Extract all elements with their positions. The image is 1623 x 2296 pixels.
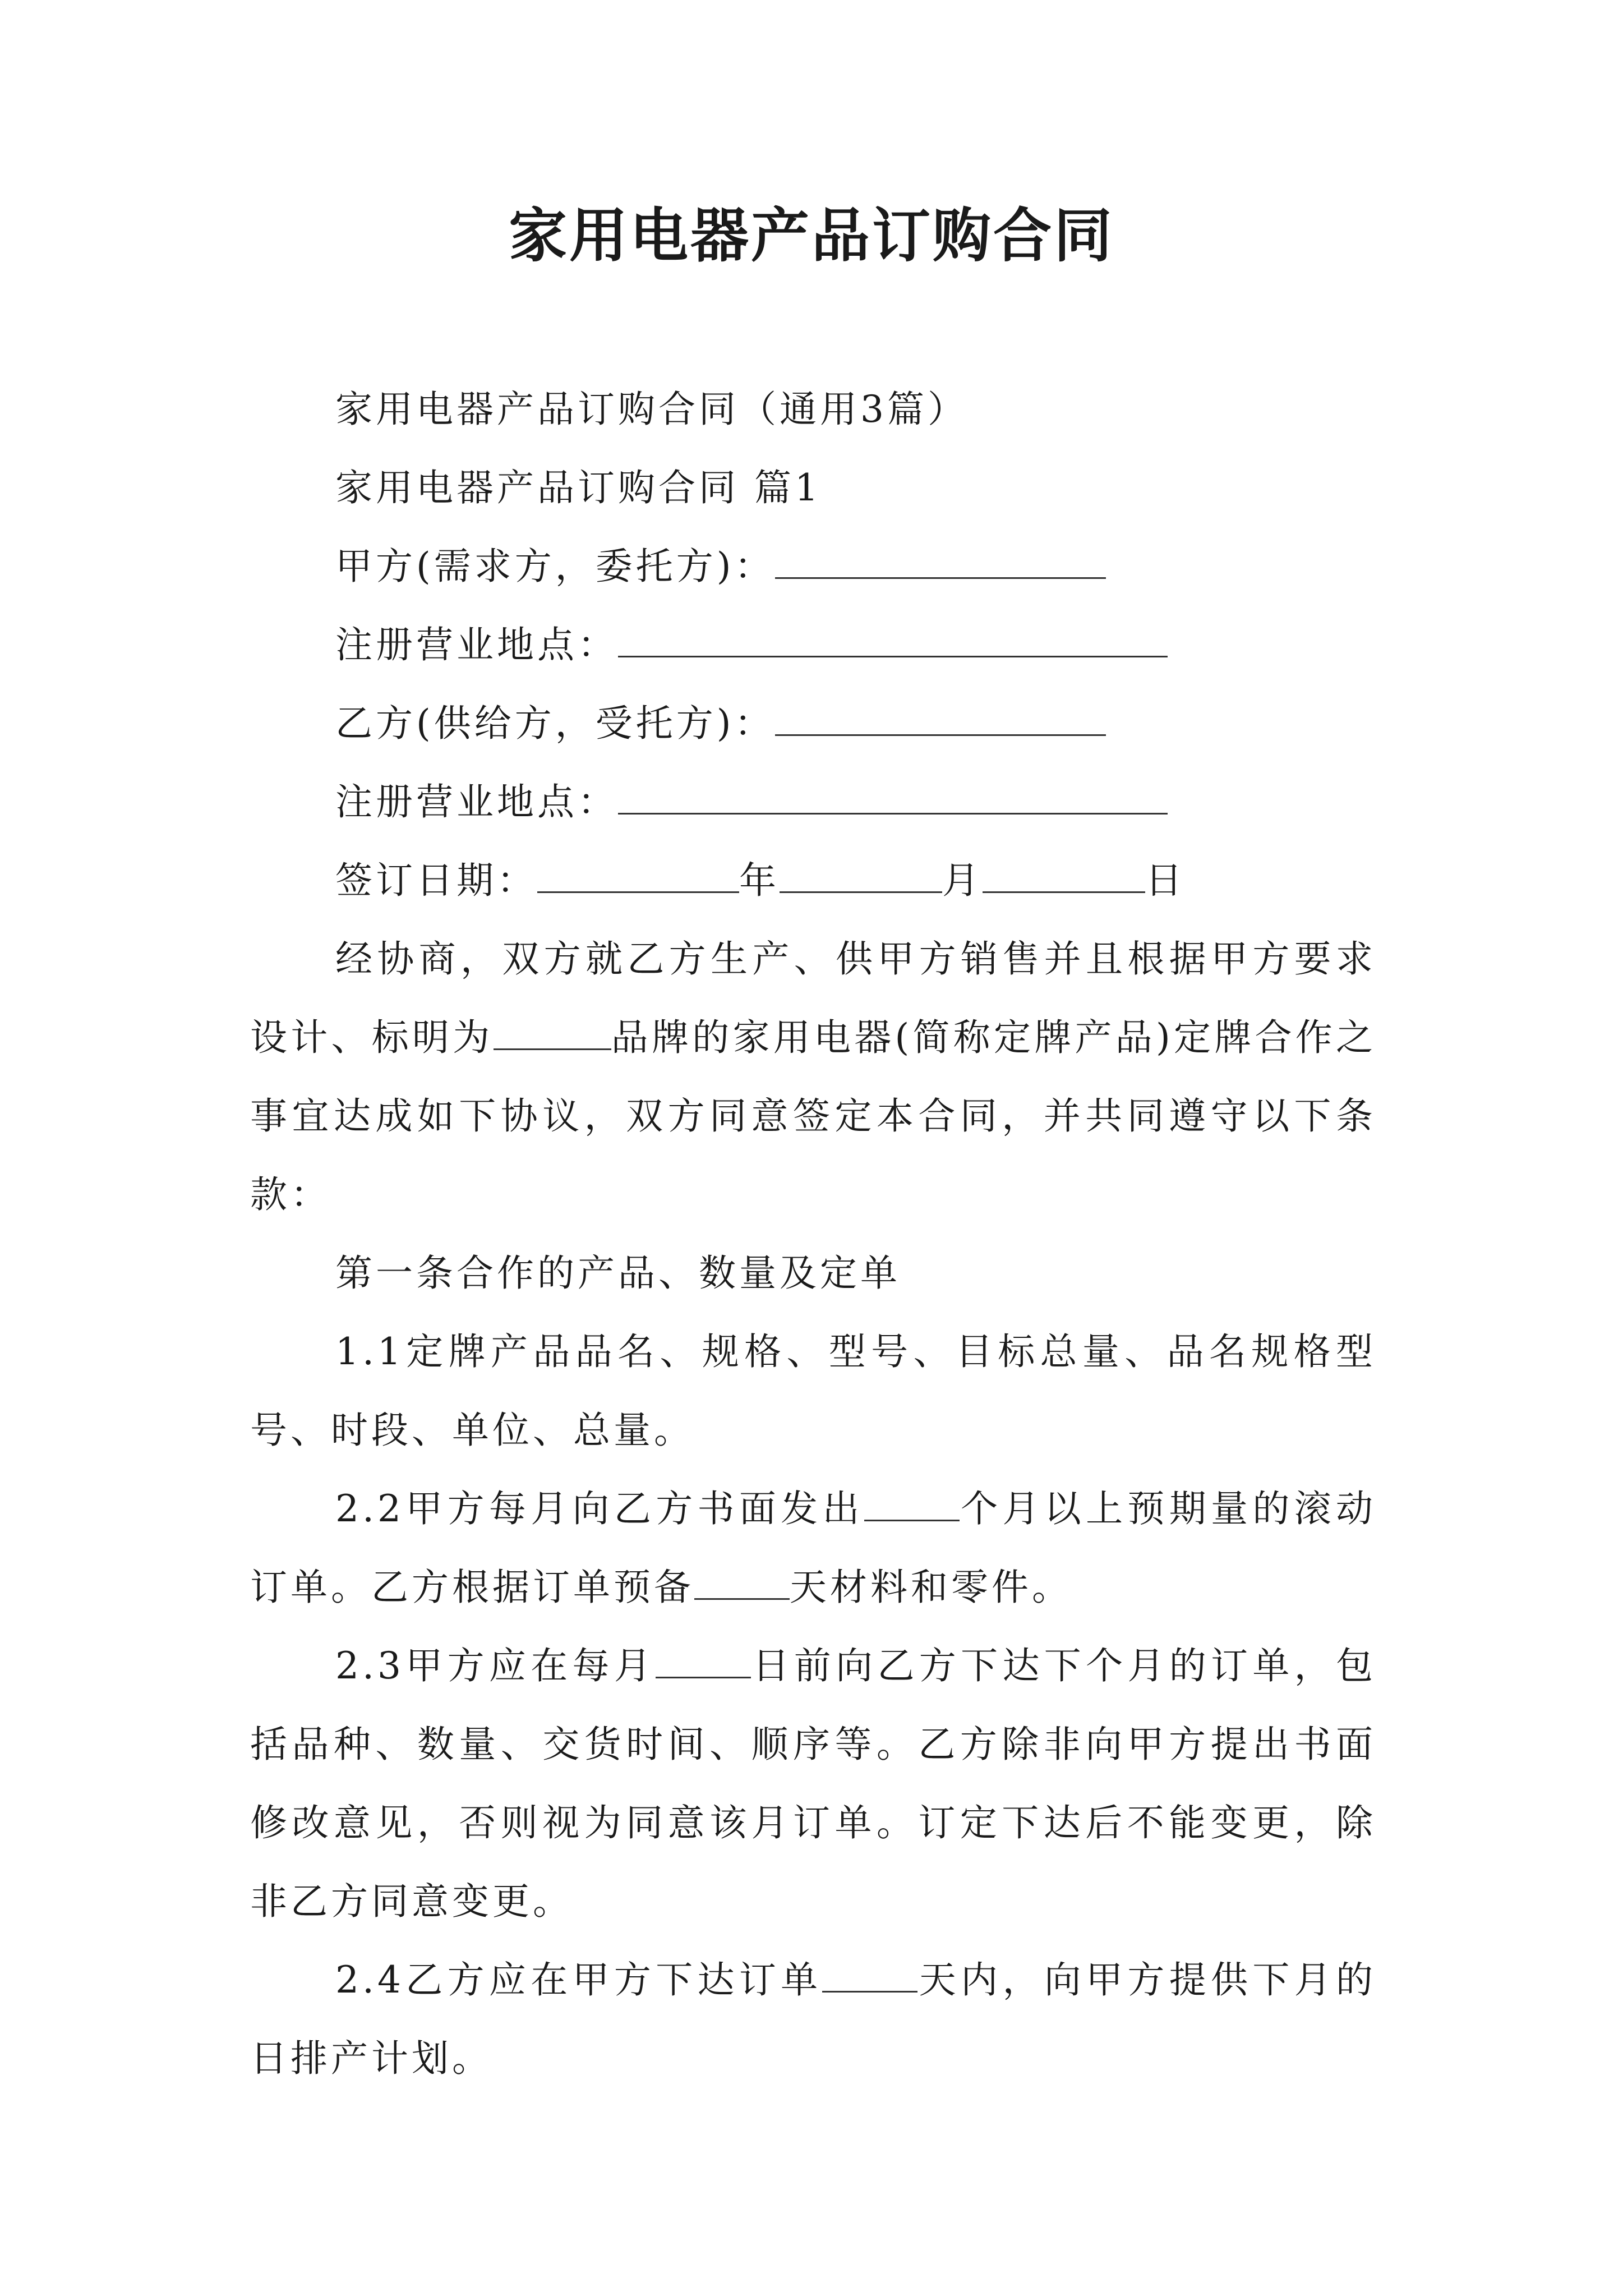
- sign-date-line: 签订日期： 年 月 日: [250, 841, 1376, 920]
- party-a-blank: [775, 538, 1106, 579]
- document-body: [250, 370, 1376, 2098]
- party-b-address-blank: [618, 774, 1168, 815]
- schedule-days-blank: [822, 1952, 917, 1993]
- party-b-address-line: 注册营业地点：: [250, 763, 1376, 841]
- document-title: 家用电器产品订购合同: [508, 201, 1114, 270]
- intro-paragraph: 经协商，双方就乙方生产、供甲方销售并且根据甲方要求设计、标明为 品牌的家用电器(简称定牌产品)定牌合作之事宜达成如下协议，双方同意签定本合同，并共同遵守以下条款：: [250, 937, 1376, 1216]
- party-a-address-blank: [618, 616, 1168, 657]
- article1-heading: 第一条合作的产品、数量及定单: [335, 1251, 901, 1295]
- subtitle: 家用电器产品订购合同（通用3篇）: [335, 388, 968, 431]
- party-a-address-line: 注册营业地点：: [250, 606, 1376, 684]
- sign-month-blank: [780, 852, 942, 893]
- part-heading: 家用电器产品订购合同 篇1: [335, 466, 822, 509]
- months-blank: [864, 1480, 960, 1521]
- clause-2-2: 2.2甲方每月向乙方书面发出 个月以上预期量的滚动订单。乙方根据订单预备 天材料和零件。: [250, 1470, 1376, 1627]
- days-blank: [694, 1559, 790, 1600]
- brand-blank: [494, 1009, 611, 1050]
- party-a-line: 甲方(需求方，委托方)：: [250, 527, 1376, 606]
- sign-day-blank: [983, 852, 1145, 893]
- party-b-line: 乙方(供给方，受托方)：: [250, 684, 1376, 763]
- clause-1-1: 1.1定牌产品品名、规格、型号、目标总量、品名规格型号、时段、单位、总量。: [250, 1330, 1376, 1452]
- order-day-blank: [656, 1637, 751, 1678]
- clause-2-3: 2.3甲方应在每月 日前向乙方下达下个月的订单，包括品种、数量、交货时间、顺序等。乙方除非向甲方提出书面修改意见，否则视为同意该月订单。订定下达后不能变更，除非乙方同意变更。: [250, 1627, 1376, 1941]
- clause-2-4: 2.4乙方应在甲方下达订单 天内，向甲方提供下月的日排产计划。: [250, 1941, 1376, 2098]
- party-b-blank: [775, 695, 1106, 736]
- sign-year-blank: [537, 852, 739, 893]
